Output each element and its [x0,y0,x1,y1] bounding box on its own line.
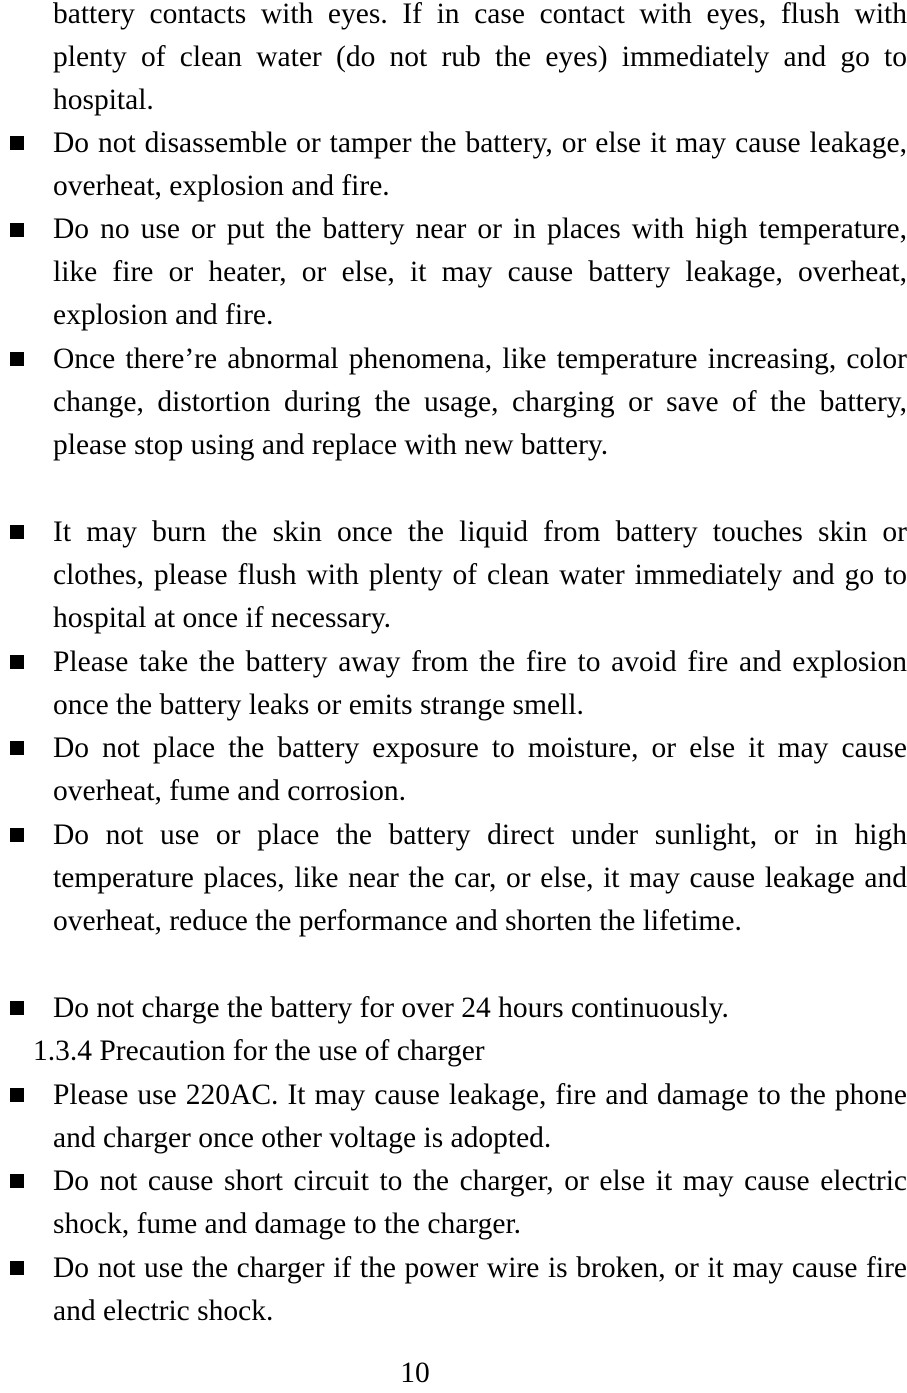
paragraph-fire-away: Please take the battery away from the fire to avoid fire and explosion once the battery leaks or emits strange smell. [53,646,907,722]
paragraph-high-temperature: Do no use or put the battery near or in places with high temperature, like fire or heater, or else, it may cause battery leakage, overheat, explosion and fire. [53,213,907,332]
square-bullet-icon [10,136,24,150]
paragraph-moisture: Do not place the battery exposure to moisture, or else it may cause overheat, fume and corrosion. [53,732,907,808]
paragraph-eye-contact: battery contacts with eyes. If in case contact with eyes, flush with plenty of clean water (do not rub the eyes) immediately and go to hospital. [53,0,907,117]
paragraph-sunlight: Do not use or place the battery direct under sunlight, or in high temperature places, like near the car, or else, it may cause leakage and overheat, reduce the performance and shorten the lifetime. [53,819,907,938]
square-bullet-icon [10,223,24,237]
square-bullet-icon [10,1001,24,1015]
paragraph-power-wire: Do not use the charger if the power wire is broken, or it may cause fire and electric shock. [53,1252,907,1328]
paragraph-short-circuit: Do not cause short circuit to the charger, or else it may cause electric shock, fume and damage to the charger. [53,1165,907,1241]
paragraph-skin-burn: It may burn the skin once the liquid from battery touches skin or clothes, please flush with plenty of clean water immediately and go to hospital at once if necessary. [53,516,907,635]
square-bullet-icon [10,352,24,366]
square-bullet-icon [10,525,24,539]
square-bullet-icon [10,1088,24,1102]
paragraph-220ac: Please use 220AC. It may cause leakage, fire and damage to the phone and charger once other voltage is adopted. [53,1079,907,1155]
square-bullet-icon [10,1261,24,1275]
page-number: 10 [400,1357,430,1389]
square-bullet-icon [10,1174,24,1188]
paragraph-abnormal-phenomena: Once there’re abnormal phenomena, like temperature increasing, color change, distortion during the usage, charging or save of the battery, please stop using and replace with new battery. [53,343,907,462]
section-heading: 1.3.4 Precaution for the use of charger [33,1035,485,1067]
paragraph-disassemble: Do not disassemble or tamper the battery, or else it may cause leakage, overheat, explosion and fire. [53,127,907,203]
square-bullet-icon [10,655,24,669]
paragraph-charge-duration: Do not charge the battery for over 24 hours continuously. [53,992,729,1024]
square-bullet-icon [10,828,24,842]
square-bullet-icon [10,741,24,755]
